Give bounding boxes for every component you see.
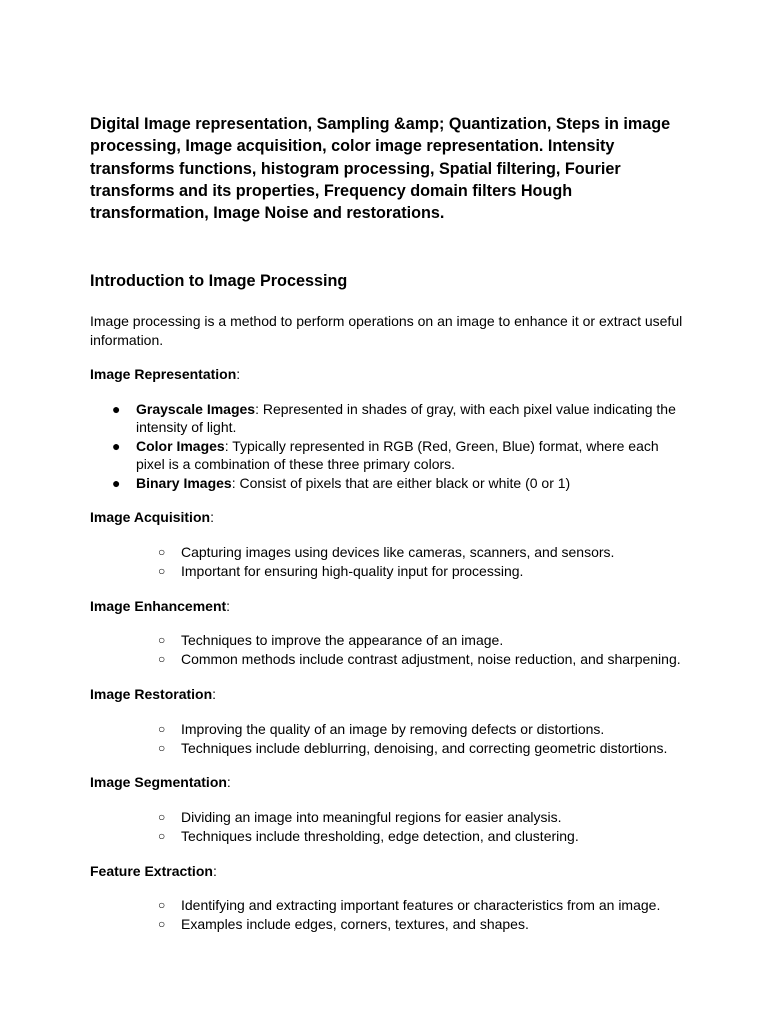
feature-extraction-list	[90, 896, 690, 934]
syllabus-paragraph: Digital Image representation, Sampling &amp; Quantization, Steps in image processing, Image acquisition, color image representation. Intensity transforms functions, histogram processing, Spatial filtering, Fourier transforms and its properties, Frequency domain filters Hough transformation, Image Noise and restorations.	[90, 115, 671, 223]
item-text: Improving the quality of an image by removing defects or distortions.	[181, 720, 605, 737]
enhancement-list	[90, 631, 690, 669]
list-item	[90, 720, 690, 739]
item-text: : Typically represented in RGB (Red, Green, Blue) format, where each pixel is a combination of these three primary colors.	[136, 437, 659, 473]
list-item	[90, 631, 690, 650]
circle-bullet-icon: ○	[158, 917, 166, 932]
item-text: Identifying and extracting important features or characteristics from an image.	[181, 897, 661, 914]
circle-bullet-icon: ○	[158, 828, 166, 843]
heading-image-acquisition	[90, 508, 690, 527]
circle-bullet-icon: ○	[158, 721, 166, 736]
list-item	[90, 474, 690, 493]
heading-label: Feature Extraction	[90, 862, 213, 879]
heading-image-representation	[90, 365, 690, 384]
item-text: Dividing an image into meaningful regions for easier analysis.	[181, 808, 562, 825]
circle-bullet-icon: ○	[158, 809, 166, 824]
list-item	[90, 827, 690, 846]
circle-bullet-icon: ○	[158, 563, 166, 578]
bullet-icon: ●	[112, 437, 121, 454]
heading-image-enhancement	[90, 597, 690, 616]
heading-feature-extraction	[90, 862, 690, 881]
circle-bullet-icon: ○	[158, 652, 166, 667]
intro-paragraph: Image processing is a method to perform operations on an image to enhance it or extract useful information.	[90, 313, 683, 348]
item-text: Techniques include thresholding, edge detection, and clustering.	[181, 827, 579, 844]
item-text: Capturing images using devices like cameras, scanners, and sensors.	[181, 543, 615, 560]
segmentation-list	[90, 808, 690, 846]
bullet-icon: ●	[112, 400, 121, 417]
item-text: : Consist of pixels that are either black or white (0 or 1)	[231, 474, 571, 491]
representation-list	[90, 400, 690, 493]
heading-label: Image Representation	[90, 366, 237, 383]
list-item	[90, 650, 690, 669]
document-page	[90, 113, 690, 934]
heading-colon: :	[226, 774, 231, 791]
list-item	[90, 562, 690, 581]
acquisition-list	[90, 543, 690, 581]
heading-colon: :	[210, 509, 214, 526]
heading-label: Image Segmentation	[90, 774, 227, 791]
circle-bullet-icon: ○	[158, 740, 166, 755]
heading-image-segmentation	[90, 773, 690, 792]
list-item	[90, 543, 690, 562]
item-text: Techniques include deblurring, denoising, and correcting geometric distortions.	[181, 739, 668, 756]
item-text: Examples include edges, corners, textures, and shapes.	[181, 916, 529, 933]
list-item	[90, 896, 690, 915]
circle-bullet-icon: ○	[158, 633, 166, 648]
heading-colon: :	[236, 366, 241, 383]
item-text: : Represented in shades of gray, with each pixel value indicating the intensity of light.	[136, 400, 676, 436]
list-item	[90, 400, 690, 437]
circle-bullet-icon: ○	[158, 898, 166, 913]
section-title: Introduction to Image Processing	[90, 272, 348, 291]
heading-label: Image Acquisition	[90, 509, 211, 526]
heading-colon: :	[226, 597, 231, 614]
heading-label: Image Restoration	[90, 686, 213, 703]
restoration-list	[90, 720, 690, 758]
item-term: Binary Images	[136, 474, 232, 491]
list-item	[90, 739, 690, 758]
heading-image-restoration	[90, 685, 690, 704]
item-text: Techniques to improve the appearance of an image.	[181, 632, 504, 649]
list-item	[90, 915, 690, 934]
heading-label: Image Enhancement	[90, 597, 227, 614]
bullet-icon: ●	[112, 474, 121, 491]
item-term: Color Images	[136, 437, 225, 454]
list-item	[90, 437, 690, 474]
list-item	[90, 808, 690, 827]
item-term: Grayscale Images	[136, 400, 256, 417]
item-text: Important for ensuring high-quality input for processing.	[181, 562, 524, 579]
heading-colon: :	[212, 686, 217, 703]
circle-bullet-icon: ○	[158, 544, 166, 559]
heading-colon: :	[212, 862, 217, 879]
item-text: Common methods include contrast adjustment, noise reduction, and sharpening.	[181, 651, 681, 668]
